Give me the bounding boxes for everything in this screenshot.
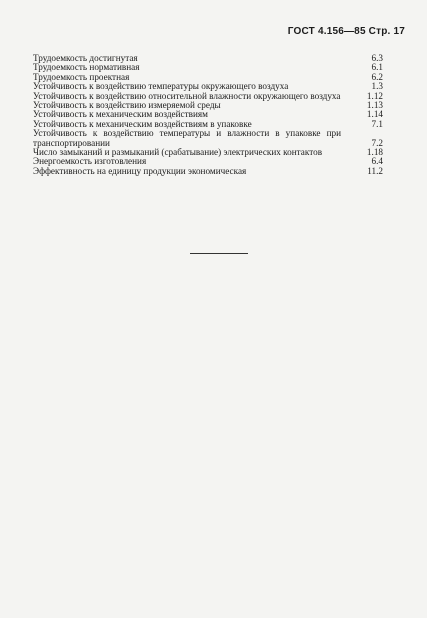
index-reference: 6.4 bbox=[371, 156, 383, 167]
index-reference: 11.2 bbox=[367, 165, 383, 176]
index-reference: 7.1 bbox=[371, 118, 383, 129]
index-term: Трудоемкость нормативная bbox=[33, 62, 140, 73]
index-entry bbox=[33, 129, 383, 148]
index-reference: 1.18 bbox=[366, 147, 383, 158]
index-reference: 1.12 bbox=[366, 90, 383, 101]
index-term: Устойчивость к воздействию измеряемой среды bbox=[33, 100, 221, 111]
page-header: ГОСТ 4.156—85 Стр. 17 bbox=[287, 26, 405, 37]
index-term: Трудоемкость проектная bbox=[33, 71, 130, 82]
index-reference: 7.2 bbox=[371, 137, 383, 148]
index-term: Энергоемкость изготовления bbox=[33, 156, 147, 167]
index-term: Эффективность на единицу продукции экономическая bbox=[33, 165, 247, 176]
index-reference: 6.1 bbox=[371, 62, 383, 73]
index-term: Устойчивость к воздействию относительной влажности окружающего воздуха bbox=[33, 90, 341, 101]
index-term: Устойчивость к воздействию температуры и влажности в упаковке при транспортировании bbox=[33, 128, 341, 148]
index-term: Устойчивость к воздействию температуры окружающего воздуха bbox=[33, 81, 289, 92]
index-reference: 6.2 bbox=[371, 71, 383, 82]
index-term: Устойчивость к механическим воздействиям bbox=[33, 109, 208, 120]
index-reference: 6.3 bbox=[371, 53, 383, 63]
index-term: Число замыканий и размыканий (срабатывание) электрических контактов bbox=[33, 147, 323, 158]
index-reference: 1.13 bbox=[366, 100, 383, 111]
index-reference: 1.14 bbox=[366, 109, 383, 120]
index-entry bbox=[33, 167, 383, 176]
index-reference: 1.3 bbox=[371, 81, 383, 92]
index-term: Устойчивость к механическим воздействиям в упаковке bbox=[33, 118, 252, 129]
end-divider bbox=[190, 253, 248, 254]
subject-index bbox=[33, 54, 383, 176]
index-term: Трудоемкость достигнутая bbox=[33, 53, 138, 63]
